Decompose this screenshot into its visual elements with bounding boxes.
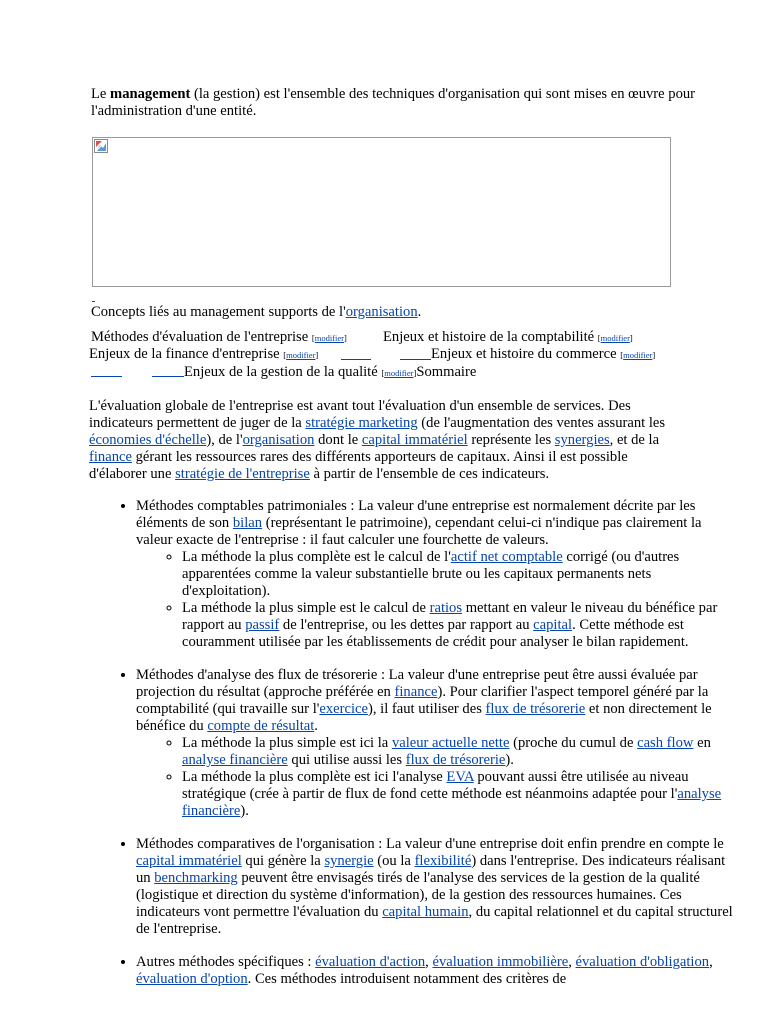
- text: La méthode la plus simple est ici la: [182, 735, 392, 751]
- analyse-financiere-link[interactable]: analyse financière: [182, 786, 722, 819]
- exercice-link[interactable]: exercice: [319, 701, 368, 717]
- intro-prefix: Le: [91, 86, 111, 102]
- text: représente les: [467, 432, 555, 448]
- compte-resultat-link[interactable]: compte de résultat: [207, 718, 315, 734]
- anchor-mark[interactable]: [92, 296, 95, 302]
- flux-tresorerie-link[interactable]: flux de trésorerie: [485, 701, 586, 717]
- evaluation-paragraph: [89, 398, 689, 483]
- capital-humain-link[interactable]: capital humain: [382, 904, 469, 920]
- toc-line-2b: [431, 346, 655, 364]
- evaluation-action-link[interactable]: évaluation d'action: [315, 954, 426, 970]
- text: La méthode la plus simple est le calcul de: [182, 600, 430, 616]
- link-underline-mark[interactable]: [152, 376, 184, 377]
- text: (de l'augmentation des ventes assurant les: [417, 415, 666, 431]
- modifier-link[interactable]: [modifier]: [311, 333, 347, 343]
- toc-line-1b: [383, 329, 633, 347]
- text: (ou la: [373, 853, 415, 869]
- intro-rest: (la gestion) est l'ensemble des techniques d'organisation qui sont mises en œuvre pour l'administration d'une entité.: [91, 86, 696, 119]
- toc-item-finance: Enjeux de la finance d'entreprise: [89, 346, 280, 362]
- benchmarking-link[interactable]: benchmarking: [154, 870, 238, 886]
- text: , du capital relationnel et du capital structurel de l'entreprise.: [136, 904, 733, 937]
- list-item-comparatives: [136, 836, 736, 938]
- text: ,: [709, 954, 713, 970]
- intro-paragraph: [91, 86, 741, 120]
- concepts-line: [91, 304, 741, 321]
- capital-immateriel-link[interactable]: capital immatériel: [361, 432, 468, 448]
- link-underline-mark[interactable]: [341, 359, 371, 360]
- toc-summary-label: Sommaire: [416, 364, 477, 380]
- text: (représentant le patrimoine), cependant celui-ci n'indique pas clairement la valeur exacte de l'entreprise : il faut calculer une fourchette de valeurs.: [136, 515, 702, 548]
- modifier-link-text[interactable]: modifier: [384, 368, 414, 378]
- text: ).: [240, 803, 249, 819]
- toc-item-comptabilite: Enjeux et histoire de la comptabilité: [383, 329, 595, 345]
- link-underline-mark[interactable]: [400, 359, 431, 360]
- text: pouvant aussi être utilisée au niveau stratégique (crée à partir de flux de fond cette méthode est néanmoins adaptée pour l': [182, 769, 689, 802]
- actif-net-comptable-link[interactable]: actif net comptable: [450, 549, 563, 565]
- text: ) dans l'entreprise. Des indicateurs réalisant un: [136, 853, 726, 886]
- analyse-financiere-link[interactable]: analyse financière: [182, 752, 288, 768]
- text: en: [693, 735, 711, 751]
- sub-list: [136, 735, 736, 820]
- concepts-text: Concepts liés au management supports de l': [91, 304, 346, 320]
- text: peuvent être envisagés tirés de l'analyse des services de la gestion de la qualité (logistique et direction du système d'information), de la gestion des ressources humaines. Ces indicateurs vont permettre l'évaluation du: [136, 870, 700, 920]
- passif-link[interactable]: passif: [245, 617, 280, 633]
- sub-list-item: [182, 600, 736, 651]
- evaluation-option-link[interactable]: évaluation d'option: [136, 971, 248, 987]
- text: Méthodes comparatives de l'organisation : La valeur d'une entreprise doit enfin prendre en compte le: [136, 836, 724, 852]
- text: , et de la: [609, 432, 660, 448]
- modifier-link-text[interactable]: modifier: [314, 333, 344, 343]
- flexibilite-link[interactable]: flexibilité: [414, 853, 472, 869]
- toc-line-3: [184, 364, 476, 382]
- capital-immateriel-link[interactable]: capital immatériel: [136, 853, 242, 869]
- eva-link[interactable]: EVA: [446, 769, 474, 785]
- modifier-link[interactable]: [modifier]: [620, 350, 656, 360]
- methods-list: [89, 498, 736, 1004]
- toc-item-qualite: Enjeux de la gestion de la qualité: [184, 364, 378, 380]
- text: Autres méthodes spécifiques :: [136, 954, 316, 970]
- text: .: [314, 718, 318, 734]
- strategie-entreprise-link[interactable]: stratégie de l'entreprise: [175, 466, 310, 482]
- text: et non directement le bénéfice du: [136, 701, 712, 734]
- text: (proche du cumul de: [509, 735, 638, 751]
- organisation-link[interactable]: organisation: [242, 432, 315, 448]
- finance-link[interactable]: finance: [89, 449, 132, 465]
- sub-list-item: [182, 735, 736, 769]
- organisation-link[interactable]: organisation: [345, 304, 418, 320]
- text: . Cette méthode est couramment utilisée par les établissements de crédit pour analyser le bilan rapidement.: [182, 617, 689, 650]
- capital-link[interactable]: capital: [533, 617, 573, 633]
- text: mettant en valeur le niveau du bénéfice par rapport au: [182, 600, 718, 633]
- sub-list-item: [182, 549, 736, 600]
- text: . Ces méthodes introduisent notamment des critères de: [247, 971, 567, 987]
- modifier-link-text[interactable]: modifier: [600, 333, 630, 343]
- text: qui génère la: [241, 853, 325, 869]
- text: La méthode la plus complète est ici l'analyse: [182, 769, 447, 785]
- text: qui utilise aussi les: [287, 752, 406, 768]
- text: L'évaluation globale de l'entreprise est avant tout l'évaluation d'un ensemble de services. Des indicateurs permettent de juger de la: [89, 398, 631, 431]
- economies-echelle-link[interactable]: économies d'échelle: [89, 432, 207, 448]
- text: Méthodes d'analyse des flux de trésorerie : La valeur d'une entreprise peut être aussi évaluée par projection du résultat (approche préférée en: [136, 667, 698, 700]
- text: de l'entreprise, ou les dettes par rapport au: [279, 617, 534, 633]
- text: ,: [568, 954, 576, 970]
- text: ).: [505, 752, 514, 768]
- modifier-link[interactable]: [modifier]: [283, 350, 319, 360]
- evaluation-immobiliere-link[interactable]: évaluation immobilière: [432, 954, 569, 970]
- list-item-flux: [136, 667, 736, 820]
- concepts-end: .: [417, 304, 422, 320]
- link-underline-mark[interactable]: [91, 376, 122, 377]
- text: dont le: [314, 432, 362, 448]
- toc-item-methodes: Méthodes d'évaluation de l'entreprise: [91, 329, 309, 345]
- text: Méthodes comptables patrimoniales : La valeur d'une entreprise est normalement décrite par les éléments de son: [136, 498, 696, 531]
- text: ). Pour clarifier l'aspect temporel généré par la comptabilité (qui travaille sur l': [136, 684, 709, 717]
- text: gérant les ressources rares des différents apporteurs de capitaux. Ainsi il est possible d'élaborer une: [89, 449, 628, 482]
- bilan-link[interactable]: bilan: [232, 515, 263, 531]
- text: ), de l': [206, 432, 243, 448]
- text: La méthode la plus complète est le calcul de l': [182, 549, 451, 565]
- toc-item-commerce: Enjeux et histoire du commerce: [431, 346, 617, 362]
- evaluation-obligation-link[interactable]: évaluation d'obligation: [575, 954, 710, 970]
- modifier-link[interactable]: [modifier]: [597, 333, 633, 343]
- modifier-link-text[interactable]: modifier: [623, 350, 653, 360]
- synergies-link[interactable]: synergies: [554, 432, 610, 448]
- text: à partir de l'ensemble de ces indicateurs.: [309, 466, 550, 482]
- valeur-actuelle-nette-link[interactable]: valeur actuelle nette: [391, 735, 510, 751]
- management-term: management: [110, 86, 191, 102]
- flux-tresorerie-link[interactable]: flux de trésorerie: [405, 752, 506, 768]
- synergie-link[interactable]: synergie: [324, 853, 374, 869]
- finance-link[interactable]: finance: [394, 684, 438, 700]
- cash-flow-link[interactable]: cash flow: [637, 735, 694, 751]
- text: corrigé (ou d'autres apparentées comme la valeur substantielle brute ou les capitaux permanents nets d'exploitation).: [182, 549, 680, 599]
- broken-image-frame: [92, 137, 671, 287]
- toc-line-1: [91, 329, 347, 347]
- toc-line-2: [89, 346, 318, 364]
- text: ), il faut utiliser des: [368, 701, 486, 717]
- list-item-patrimoniales: [136, 498, 736, 651]
- modifier-link-text[interactable]: modifier: [286, 350, 316, 360]
- sub-list: [136, 549, 736, 651]
- modifier-link[interactable]: [modifier]: [381, 368, 417, 378]
- broken-image-icon: [94, 139, 108, 153]
- strategie-marketing-link[interactable]: stratégie marketing: [305, 415, 418, 431]
- sub-list-item: [182, 769, 736, 820]
- text: ,: [425, 954, 433, 970]
- ratios-link[interactable]: ratios: [429, 600, 463, 616]
- list-item-autres: [136, 954, 736, 988]
